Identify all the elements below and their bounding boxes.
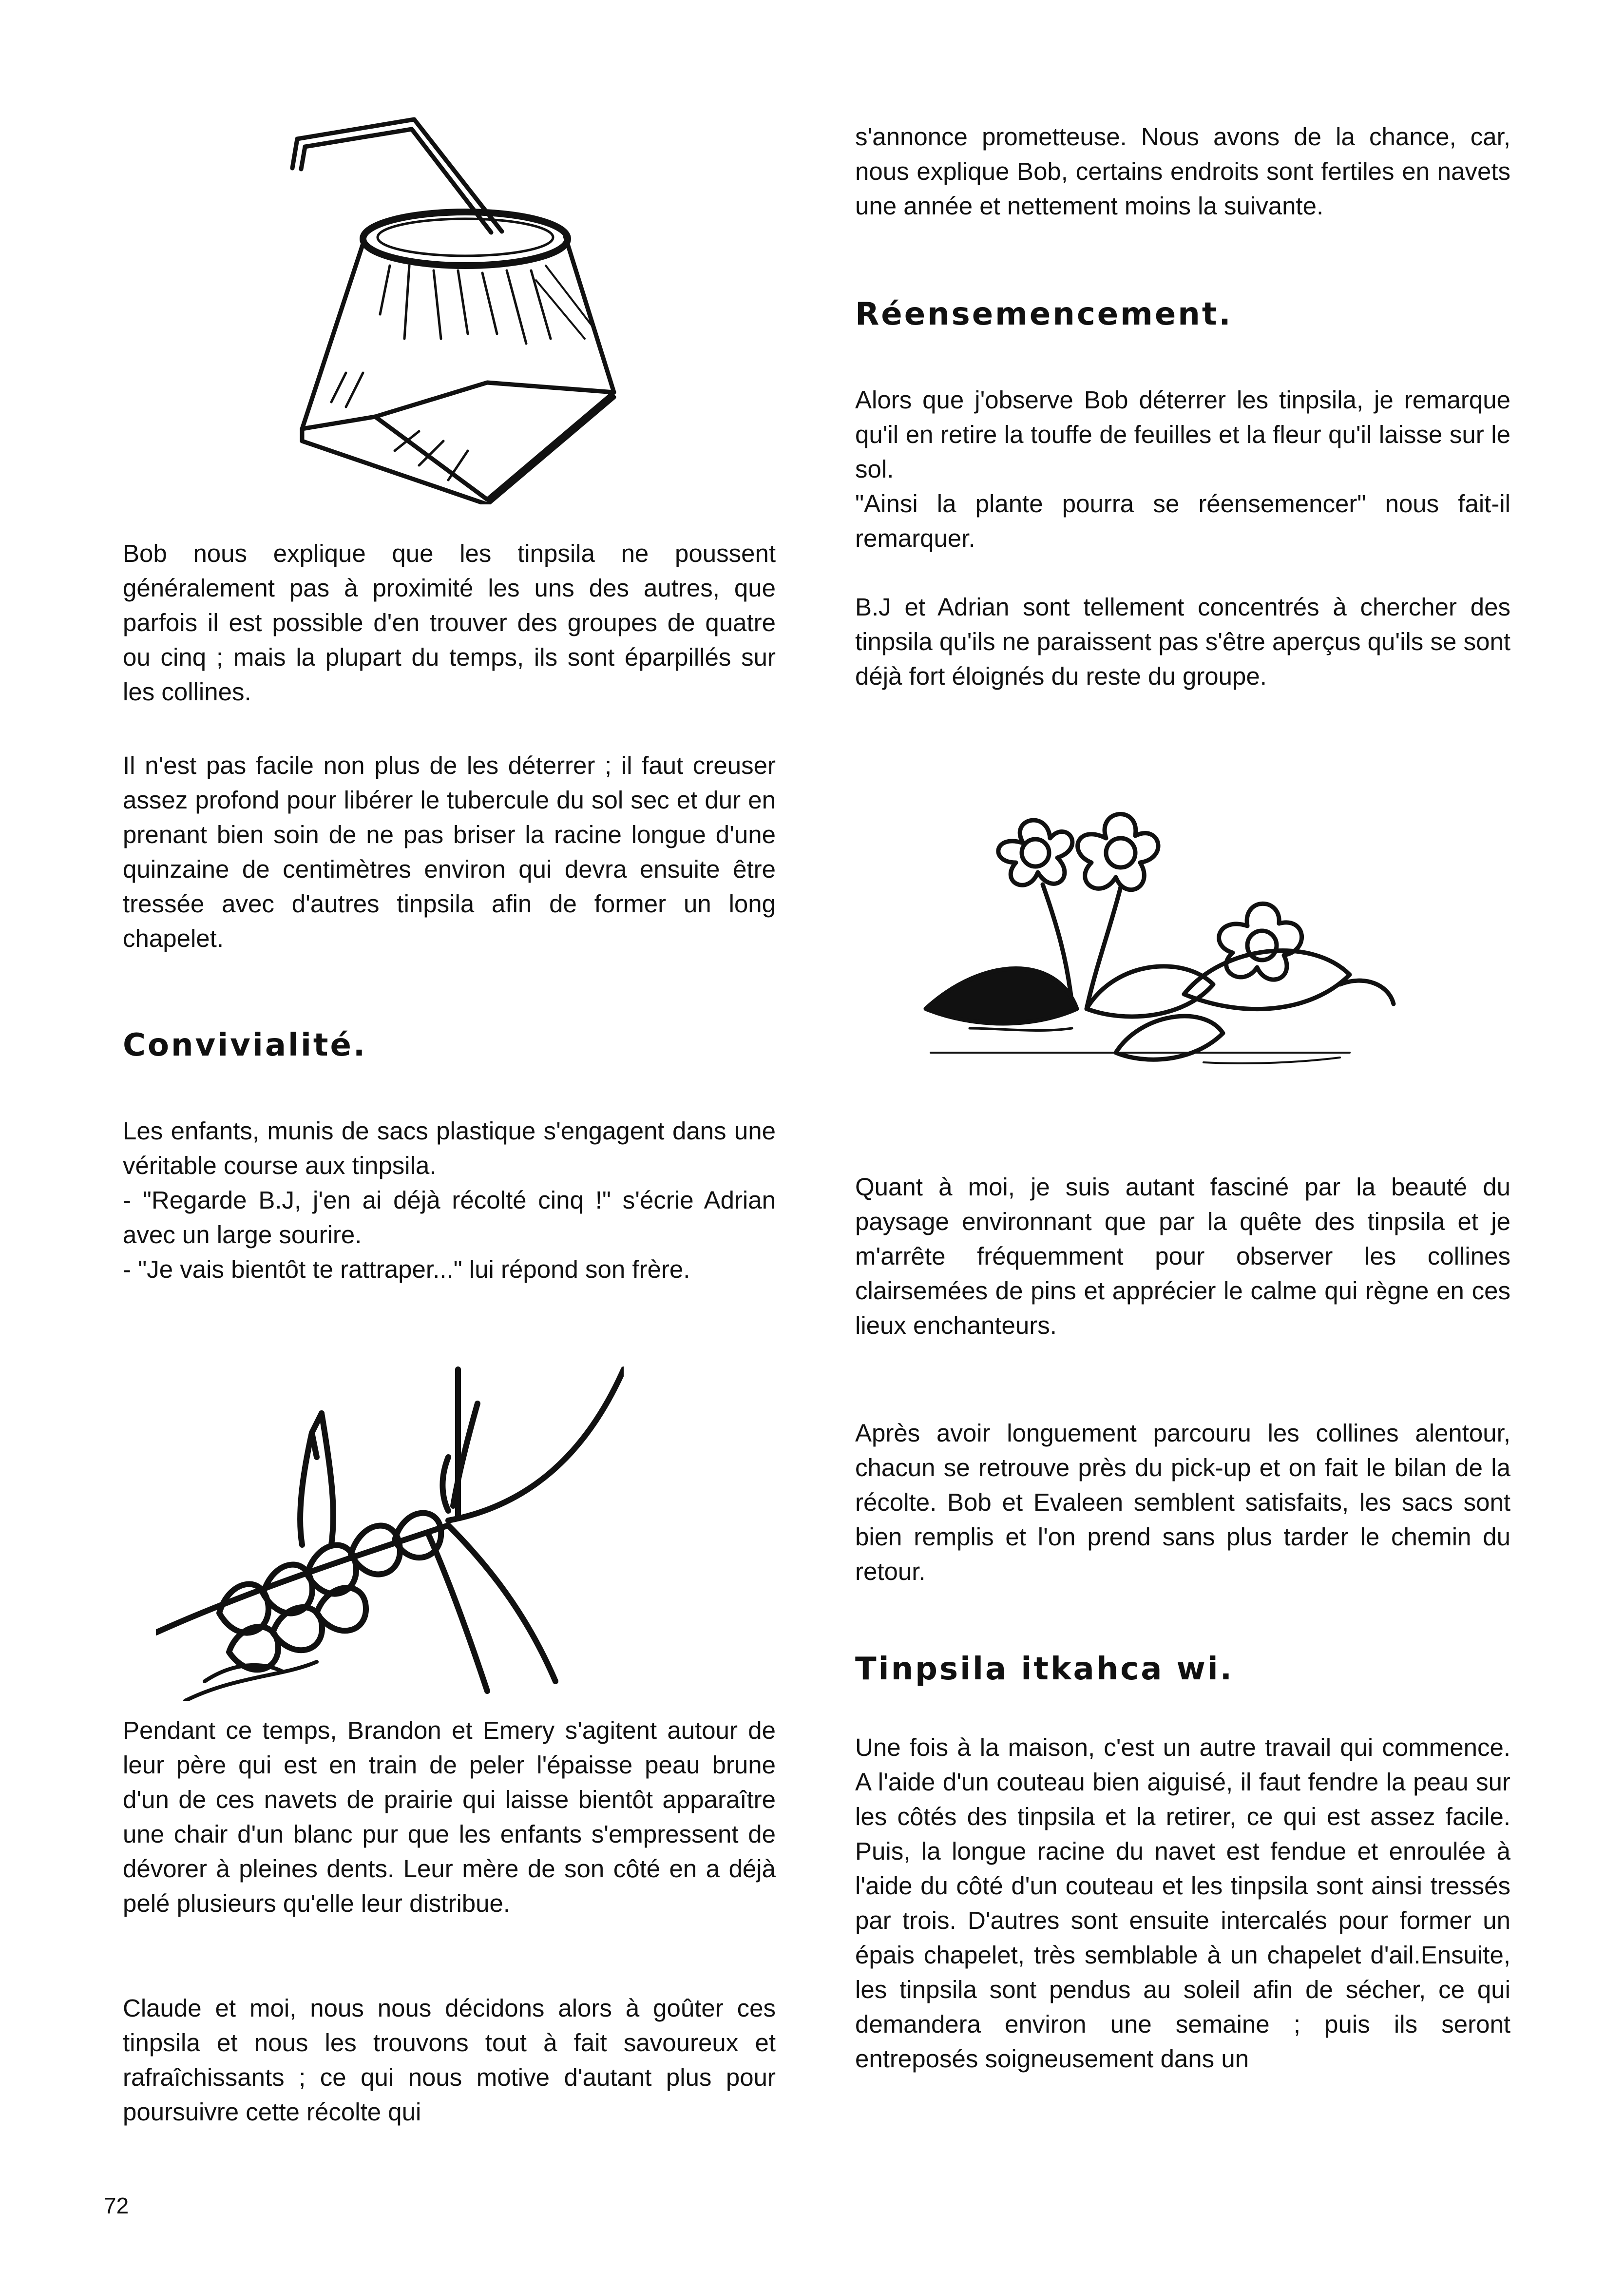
paragraph-tasting: Claude et moi, nous nous décidons alors à goûter ces tinpsila et nous les trouvons tout à fait savoureux et rafraîchissants ; ce qui nous motive d'autant plus pour poursuivre cette récolte qui [123, 1994, 776, 2126]
page-number: 72 [104, 2193, 129, 2218]
paragraph-children-race [123, 1114, 776, 1287]
braid-illustration [156, 1360, 624, 1701]
paragraph-digging: Il n'est pas facile non plus de les déterrer ; il faut creuser assez profond pour libérer le tubercule du sol sec et dur en prenant bien soin de ne pas briser la racine longue d'une quinzaine de centimètres environ qui devra ensuite être tressée avec d'autres tinpsila afin de former un long chapelet. [123, 751, 776, 952]
paragraph-reseeding [855, 383, 1510, 556]
dialog-adrian: - "Regarde B.J, j'en ai déjà récolté cinq !" s'écrie Adrian avec un large sourire. [123, 1186, 776, 1249]
paragraph-peeling: Pendant ce temps, Brandon et Emery s'agitent autour de leur père qui est en train de peler l'épaisse peau brune d'un de ces navets de prairie qui laisse bientôt apparaître une chair d'un blanc pur que les enfants s'empressent de dévorer à pleines dents. Leur mère de son côté en a déjà pelé plusieurs qu'elle leur distribue. [123, 1716, 776, 1917]
basket-illustration [273, 110, 624, 504]
braided-roots-icon [156, 1360, 624, 1701]
dialog-brother: - "Je vais bientôt te rattraper..." lui répond son frère. [123, 1255, 690, 1283]
reseeding-observation: Alors que j'observe Bob déterrer les tinpsila, je remarque qu'il en retire la touffe de feuilles et la fleur qu'il laisse sur le sol. [855, 386, 1510, 483]
flower-plant-icon [911, 799, 1398, 1072]
paragraph-return: Après avoir longuement parcouru les collines alentour, chacun se retrouve près du pick-up et on fait le bilan de la récolte. Bob et Evaleen semblent satisfaits, les sacs sont bien remplis et l'on prend sans plus tarder le chemin du retour. [855, 1419, 1510, 1585]
paragraph-bj-adrian: B.J et Adrian sont tellement concentrés à chercher des tinpsila qu'ils ne paraissent pas s'être aperçus qu'ils se sont déjà fort éloignés du reste du groupe. [855, 593, 1510, 690]
heading-convivialite: Convivialité. [123, 1027, 367, 1063]
dialog-intro: Les enfants, munis de sacs plastique s'engagent dans une véritable course aux tinpsila. [123, 1117, 776, 1179]
paragraph-tinpsila-growth: Bob nous explique que les tinpsila ne poussent généralement pas à proximité les uns des autres, que parfois il est possible d'en trouver des groupes de quatre ou cinq ; mais la plupart du temps, ils sont éparpillés sur les collines. [123, 539, 776, 706]
reseeding-quote: "Ainsi la plante pourra se réensemencer" nous fait-il remarquer. [855, 490, 1510, 552]
paragraph-promising-harvest: s'annonce prometteuse. Nous avons de la chance, car, nous explique Bob, certains endroits sont fertiles en navets une année et nettement moins la suivante. [855, 123, 1510, 220]
flower-illustration [911, 799, 1398, 1072]
paragraph-preparation: Une fois à la maison, c'est un autre travail qui commence. A l'aide d'un couteau bien aiguisé, il faut fendre la peau sur les côtés des tinpsila et la retirer, ce qui est assez facile. Puis, la longue racine du navet est fendue et enroulée à l'aide du côté d'un couteau et les tinpsila sont ainsi tressés par trois. D'autres sont ensuite intercalés pour former un épais chapelet, très semblable à un chapelet d'ail.Ensuite, les tinpsila sont pendus au soleil afin de sécher, ce qui demandera environ une semaine ; puis ils seront entreposés soigneusement dans un [855, 1733, 1510, 2073]
paragraph-landscape: Quant à moi, je suis autant fasciné par la beauté du paysage environnant que par la quête des tinpsila et je m'arrête fréquemment pour observer les collines clairsemées de pins et apprécier le calme qui règne en ces lieux enchanteurs. [855, 1173, 1510, 1339]
heading-reensemencement: Réensemencement. [855, 296, 1233, 332]
heading-tinpsila-itkahca: Tinpsila itkahca wi. [855, 1651, 1234, 1687]
basket-icon [273, 110, 624, 504]
